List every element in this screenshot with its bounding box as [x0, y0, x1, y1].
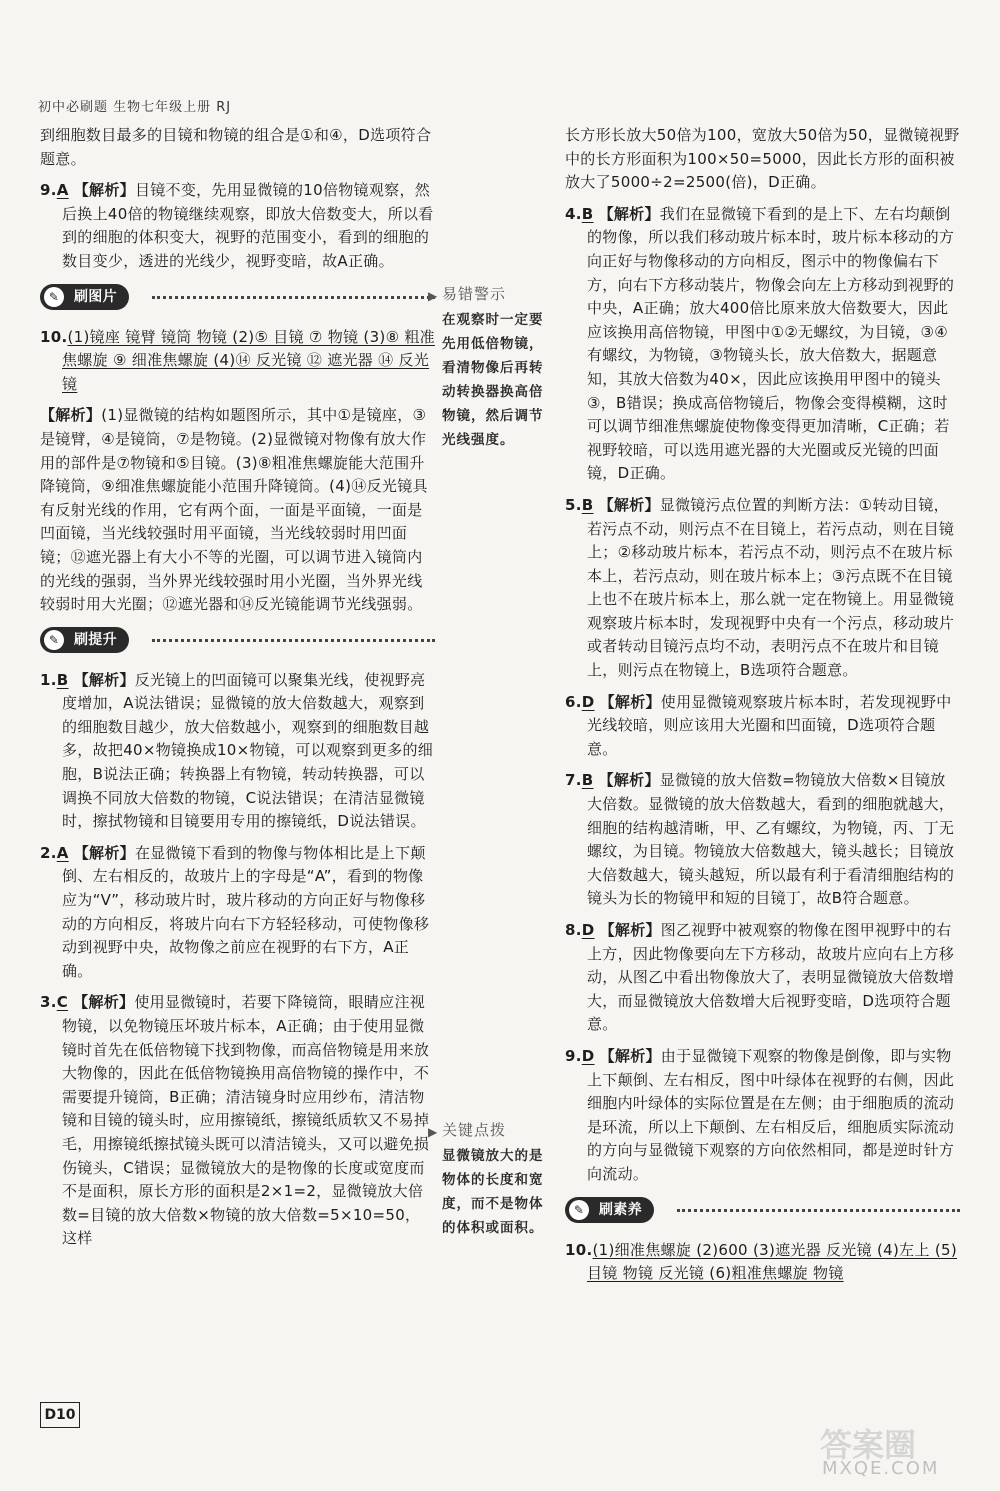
item-tag: 【解析】: [73, 670, 135, 689]
section-badge: [40, 284, 129, 310]
item-tag: 【解析】: [40, 406, 102, 425]
item-answer: (1)细准焦螺旋 (2)600 (3)遮光器 反光镜 (4)左上 (5)目镜 物镜 反光镜 (6)粗准焦螺旋 物镜: [587, 1240, 957, 1283]
item-answer: B: [56, 670, 69, 689]
item-text: 图乙视野中被观察的物像在图甲视野中的右上方，因此物像要向左下方移动，故玻片应向右上方移动，从图乙中看出物像放大了，表明显微镜放大倍数增大，而显微镜放大倍数增大后视野变暗，D选项符合题意。: [587, 921, 955, 1034]
arrow-icon: ▶: [428, 1125, 439, 1139]
item-number: 5.: [565, 495, 582, 514]
item-tag: 【解析】: [598, 204, 660, 223]
item-answer: D: [581, 692, 595, 711]
right-item-7: [565, 769, 960, 911]
item-tag: 【解析】: [73, 993, 135, 1012]
item-number: 10.: [565, 1240, 593, 1259]
watermark-url: MXQE.COM: [822, 1458, 940, 1479]
running-header: 初中必刷题 生物七年级上册 RJ: [38, 100, 232, 115]
item-answer: A: [56, 181, 69, 200]
section-badge: [40, 627, 129, 653]
sidenote-title: 关键点拨: [442, 1121, 507, 1139]
right-item-5: [565, 494, 960, 683]
item-answer: B: [581, 495, 594, 514]
item-tag: 【解析】: [73, 843, 135, 862]
sidenote-keypoint: [428, 1118, 556, 1240]
item-number: 7.: [565, 771, 582, 790]
item-answer: B: [581, 771, 594, 790]
pencil-icon: ✎: [44, 287, 64, 307]
right-intro: 长方形长放大50倍为100，宽放大50倍为50，显微镜视野中的长方形面积为100×50=5000，因此长方形的面积被放大了5000÷2=2500(倍)，D正确。: [565, 126, 960, 192]
section-divider: [677, 1209, 960, 1212]
item-tag: 【解析】: [599, 921, 661, 939]
item-answer: D: [581, 921, 595, 939]
item-text: 我们在显微镜下看到的是上下、左右均颠倒的物像，所以我们移动玻片标本时，玻片标本移动的方向正好与物像移动的方向相反，图示中的物像偏右下方，向右下方移动装片，物像会向左上方移动到视野的中央，A正确；放大400倍比原来放大倍数要大，因此应该换用高倍物镜，甲图中①②无螺纹，为目镜，③④有螺纹，为物镜，③物镜头长，放大倍数大，据题意知，其放大倍数为40×，因此应该换用甲图中的镜头③，B错误；换成高倍物镜后，物像会变得模糊，这时可以调节细准焦螺旋使物像变得更加清晰，C正确；若视野较暗，可以选用遮光器的大光圈或反光镜的凹面镜，D正确。: [587, 204, 955, 483]
right-column: [565, 124, 960, 1294]
item-tag: 【解析】: [598, 771, 660, 790]
page-number: D10: [40, 1402, 80, 1428]
item-number: 4.: [565, 204, 582, 223]
section-badge: [565, 1197, 654, 1223]
pencil-icon: ✎: [44, 630, 64, 650]
item-answer: B: [581, 204, 594, 223]
item-text: 使用显微镜时，若要下降镜筒，眼睛应注视物镜，以免物镜压坏玻片标本，A正确；由于使用显微镜时首先在低倍物镜下找到物像，而高倍物镜是用来放大物像的，因此在低倍物镜换用高倍物镜的操作中，不需要提升镜筒，B正确；清洁镜身时应用纱布，清洁物镜和目镜的镜头时，应用擦镜纸，擦镜纸质软又不易掉毛，用擦镜纸擦拭镜头既可以清洁镜头，又可以避免损伤镜头，C错误；显微镜放大的是物像的长度或宽度而不是面积，原长方形的面积是2×1=2，显微镜放大倍数=目镜的放大倍数×物镜的放大倍数=5×10=50，这样: [62, 993, 430, 1248]
item-number: 8.: [565, 921, 582, 939]
left-item-3: [40, 991, 435, 1251]
section-divider: [152, 639, 435, 642]
left-item-10-analysis: [40, 404, 435, 616]
section-title: 刷图片: [74, 288, 117, 305]
item-text: 目镜不变，先用显微镜的10倍物镜观察，然后换上40倍的物镜继续观察，即放大倍数变大，所以看到的细胞的体积变大，视野的范围变小，看到的细胞的数目变少，透进的光线少，视野变暗，故A正确。: [62, 181, 434, 270]
sidenote-text: 在观察时一定要先用低倍物镜，看清物像后再转动转换器换高倍物镜，然后调节光线强度。: [442, 312, 544, 448]
section-title: 刷素养: [599, 1201, 642, 1218]
item-text: 反光镜上的凹面镜可以聚集光线，使视野亮度增加，A说法错误；显微镜的放大倍数越大，观察到的细胞数目越少，放大倍数越小，观察到的细胞数目越多，故把40×物镜换成10×物镜，可以观察到更多的细胞，B说法正确；转换器上有物镜，转动转换器，可以调换不同放大倍数的物镜，C说法错误；在清洁显微镜时，擦拭物镜和目镜要用专用的擦镜纸，D说法错误。: [62, 670, 434, 831]
item-tag: 【解析】: [599, 1046, 661, 1065]
right-item-9: [565, 1045, 960, 1187]
item-text: 显微镜的放大倍数=物镜放大倍数×目镜放大倍数。显微镜的放大倍数越大，看到的细胞就越大，细胞的结构越清晰，甲、乙有螺纹，为物镜，丙、丁无螺纹，为目镜。物镜放大倍数越大，镜头越长；目镜放大倍数越大，镜头越短，所以最有利于看清细胞结构的镜头为长的物镜甲和短的目镜丁，故B符合题意。: [587, 771, 955, 908]
left-intro: 到细胞数目最多的目镜和物镜的组合是①和④，D选项符合题意。: [40, 126, 432, 168]
item-number: 10.: [40, 327, 68, 346]
right-item-4: [565, 203, 960, 486]
pencil-icon: ✎: [569, 1200, 589, 1220]
watermark-logo: 答案圈: [820, 1426, 917, 1464]
item-number: 2.: [40, 843, 57, 862]
item-text: 显微镜污点位置的判断方法：①转动目镜，若污点不动，则污点不在目镜上，若污点动，则在目镜上；②移动玻片标本，若污点不动，则污点不在玻片标本上，若污点动，则在玻片标本上；③污点既不在目镜上也不在玻片标本上，那么就一定在物镜上。用显微镜观察玻片标本时，发现视野中央有一个污点，移动玻片或者转动目镜污点均不动，表明污点不在玻片和目镜上，则污点在物镜上，B选项符合题意。: [587, 495, 955, 680]
item-answer: D: [581, 1046, 595, 1065]
item-number: 9.: [40, 181, 57, 200]
item-answer: (1)镜座 镜臂 镜筒 物镜 (2)⑤ 目镜 ⑦ 物镜 (3)⑧ 粗准焦螺旋 ⑨ 细准焦螺旋 (4)⑭ 反光镜 ⑫ 遮光器 ⑭ 反光镜: [62, 327, 435, 393]
section-header-literacy: [565, 1195, 960, 1229]
item-number: 3.: [40, 993, 57, 1012]
sidenote-caution: [428, 282, 556, 452]
section-divider: [152, 296, 435, 299]
left-column: [40, 124, 435, 1259]
item-number: 9.: [565, 1046, 582, 1065]
section-title: 刷提升: [74, 631, 117, 648]
section-header-advance: [40, 625, 435, 659]
right-item-8: [565, 919, 960, 1037]
left-item-10: [40, 326, 435, 397]
section-header-figures: [40, 282, 435, 316]
sidenote-text: 显微镜放大的是物体的长度和宽度，而不是物体的体积或面积。: [442, 1148, 544, 1236]
item-tag: 【解析】: [73, 181, 135, 200]
item-answer: A: [56, 843, 69, 862]
right-item-6: [565, 691, 960, 762]
item-tag: 【解析】: [599, 692, 661, 711]
arrow-icon: ▶: [428, 289, 439, 303]
right-item-10: [565, 1239, 960, 1286]
sidenote-title: 易错警示: [442, 285, 507, 303]
left-item-9: [40, 179, 435, 273]
left-item-1: [40, 669, 435, 834]
item-tag: 【解析】: [598, 495, 660, 514]
item-text: (1)显微镜的结构如题图所示，其中①是镜座，③是镜臂，④是镜筒，⑦是物镜。(2)显微镜对物像有放大作用的部件是⑦物镜和⑤目镜。(3)⑧粗准焦螺旋能大范围升降镜筒，⑨细准焦螺旋能小范围升降镜筒。(4)⑭反光镜具有反射光线的作用，它有两个面，一面是平面镜，一面是凹面镜，当光线较强时用平面镜，当光线较弱时用凹面镜；⑫遮光器上有大小不等的光圈，可以调节进入镜筒内的光线的强弱，当外界光线较强时用小光圈，当外界光线较弱时用大光圈；⑫遮光器和⑭反光镜能调节光线强弱。: [40, 406, 428, 614]
item-text: 由于显微镜下观察的物像是倒像，即与实物上下颠倒、左右相反，图中叶绿体在视野的右侧，因此细胞内叶绿体的实际位置是在左侧；由于细胞质的流动是环流，所以上下颠倒、左右相反后，细胞质实际流动的方向与显微镜下观察的方向依然相同，都是逆时针方向流动。: [587, 1046, 955, 1183]
left-item-2: [40, 842, 435, 984]
item-number: 6.: [565, 692, 582, 711]
item-answer: C: [56, 993, 69, 1012]
item-number: 1.: [40, 670, 57, 689]
item-text: 使用显微镜观察玻片标本时，若发现视野中光线较暗，则应该用大光圈和凹面镜，D选项符合题意。: [587, 692, 952, 758]
item-text: 在显微镜下看到的物像与物体相比是上下颠倒、左右相反的，故玻片上的字母是“A”，看到的物像应为“V”，移动玻片时，玻片移动的方向正好与物像移动的方向相反，将玻片向右下方轻轻移动，可使物像移动到视野中央，故物像之前应在视野的右下方，A正确。: [62, 843, 430, 980]
